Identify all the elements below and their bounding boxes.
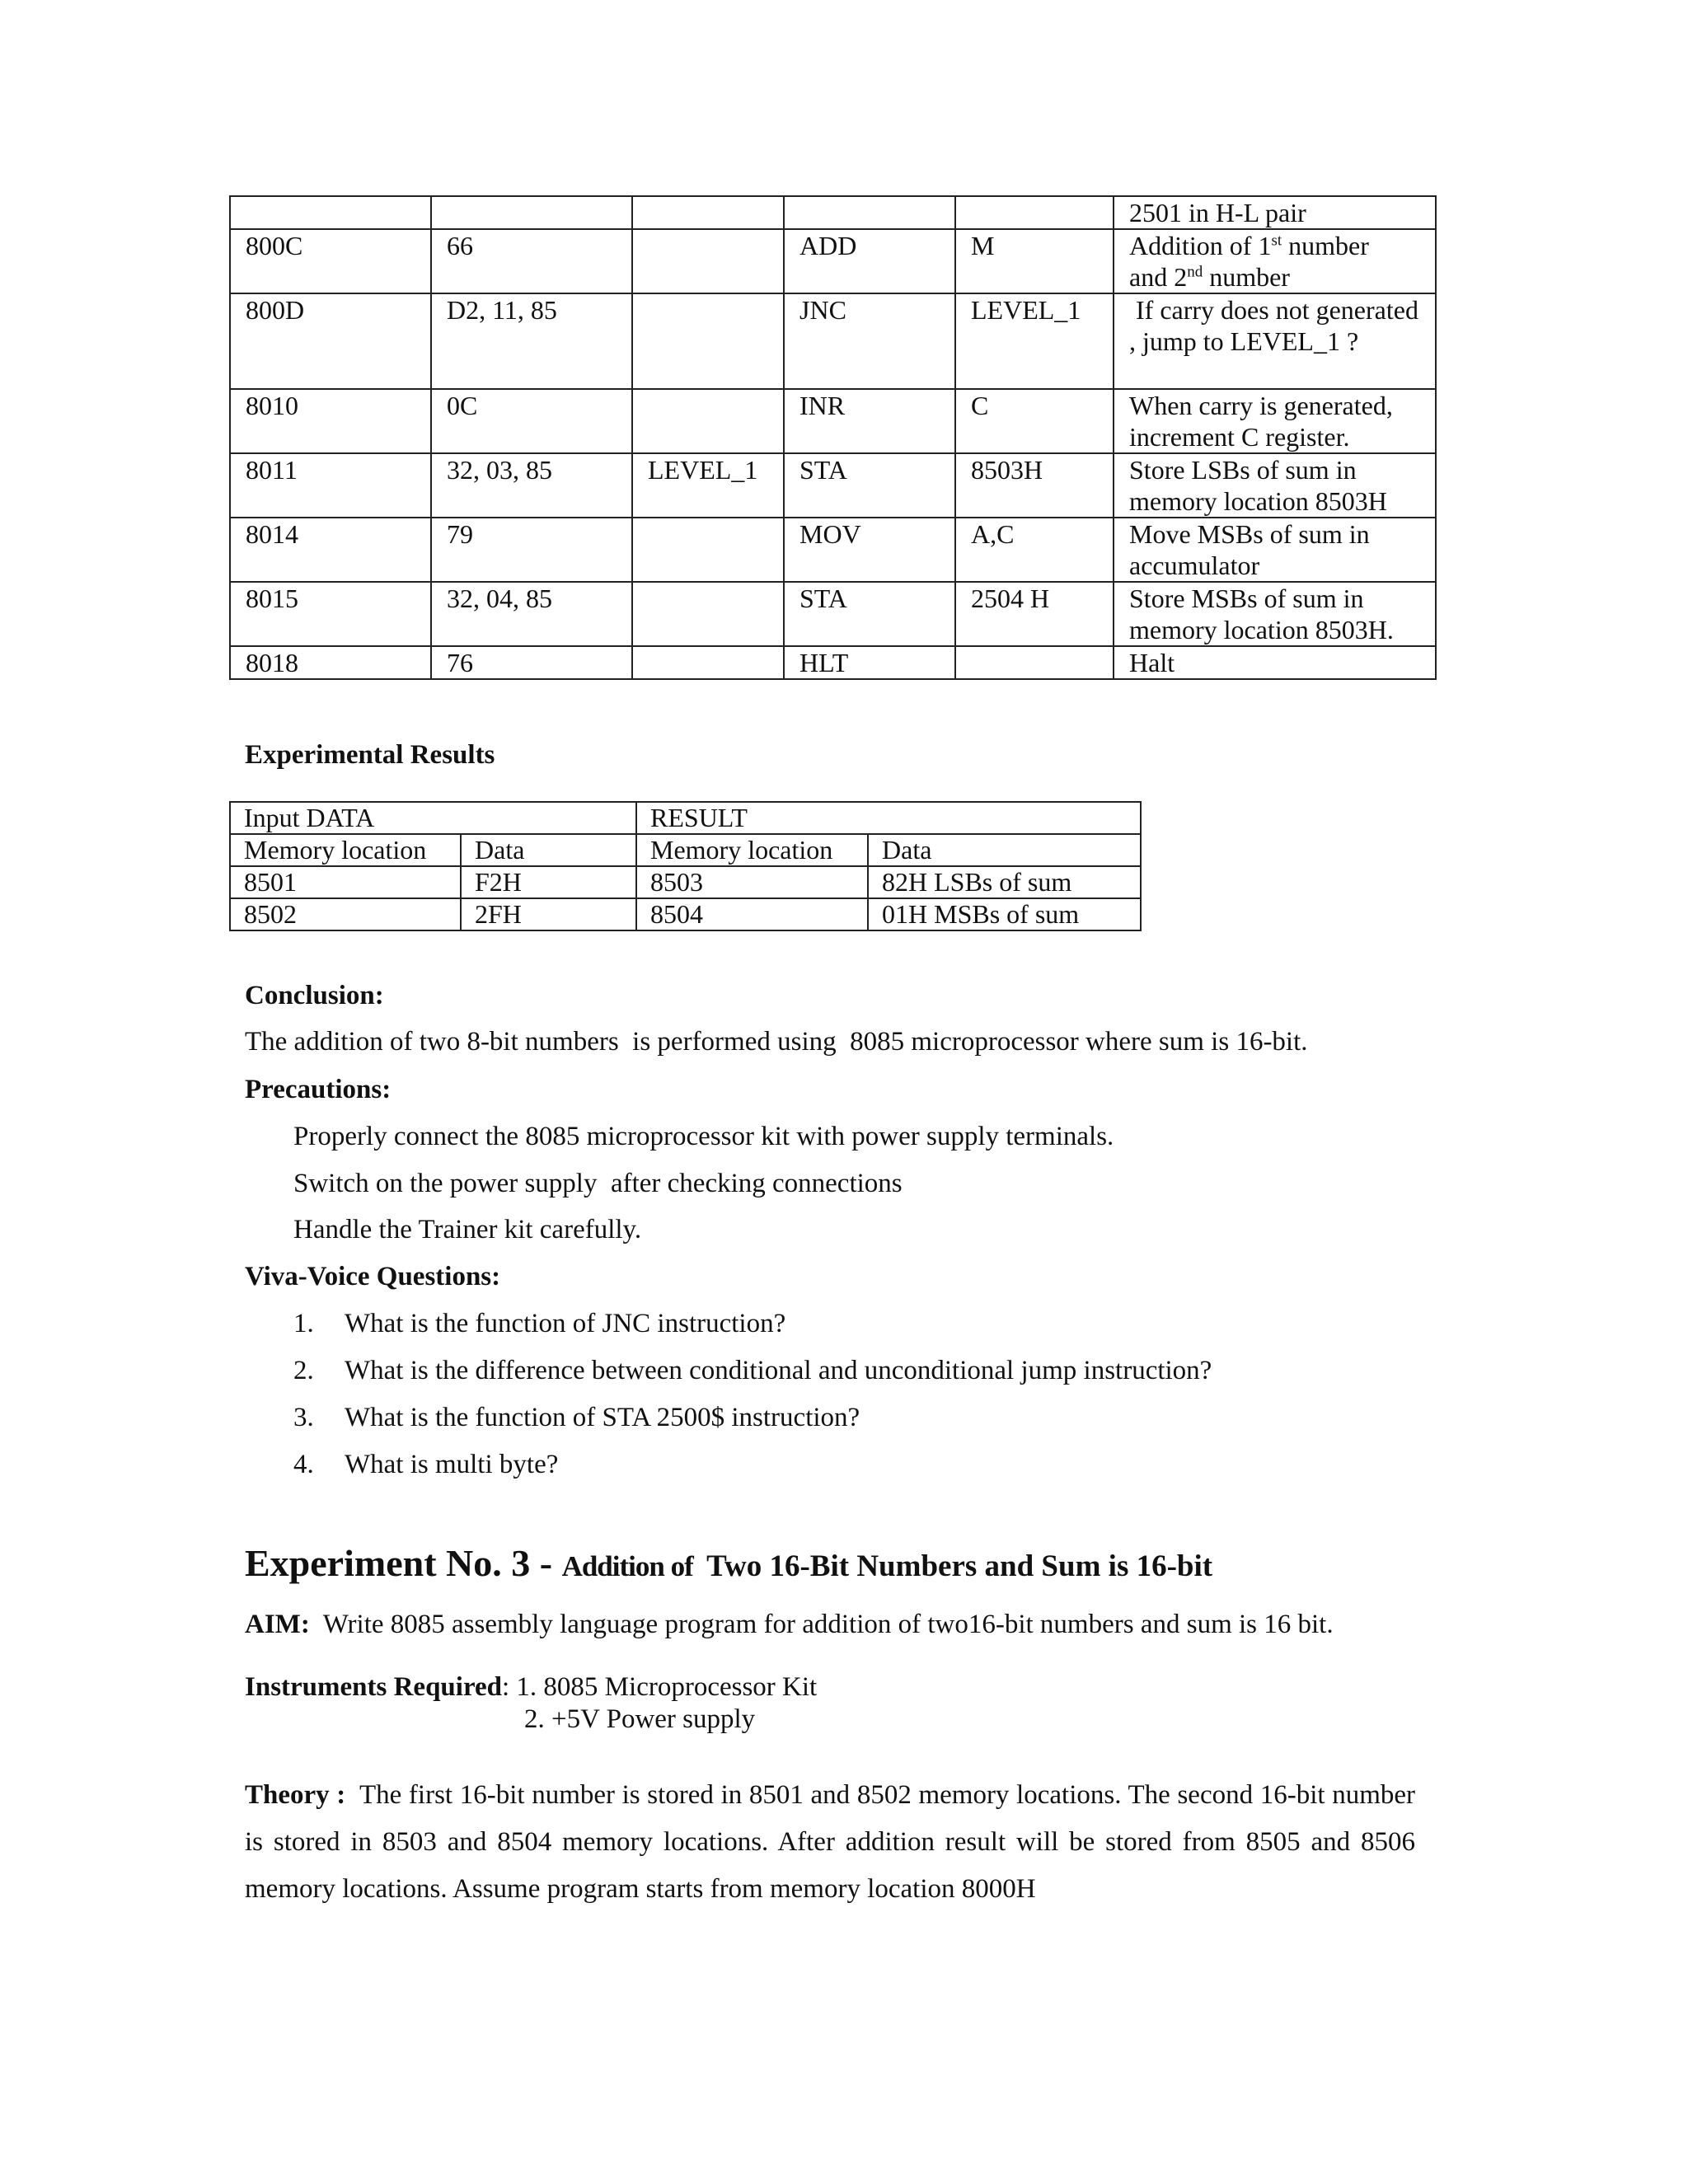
viva-question [293,1356,1212,1386]
result-header: RESULT [636,802,1141,834]
code-cell: 76 [431,646,632,679]
addr-cell: 8014 [230,518,431,582]
operand-cell [955,196,1114,229]
mnemonic-cell: ADD [784,229,955,293]
comment-part: Addition of 1 [1129,231,1272,260]
table-cell: 2FH [461,898,636,930]
comment-cell: If carry does not generated , jump to LEVEL_1 ? [1114,293,1436,389]
addr-cell: 8018 [230,646,431,679]
code-cell: 66 [431,229,632,293]
comment-cell: Store LSBs of sum in memory location 8503H [1114,453,1436,518]
comment-cell: Halt [1114,646,1436,679]
results-heading: Experimental Results [245,740,495,770]
question-number: 2. [293,1356,314,1385]
code-cell: 32, 03, 85 [431,453,632,518]
question-number: 3. [293,1403,314,1432]
operand-cell: LEVEL_1 [955,293,1114,389]
conclusion-text: The addition of two 8-bit numbers is performed using 8085 microprocessor where sum is 16-bit. [245,1027,1308,1057]
instrument-item: : 1. 8085 Microprocessor Kit [502,1672,818,1702]
theory-line: memory locations. Assume program starts from memory location 8000H [245,1874,1036,1904]
results-table [229,801,1142,931]
mnemonic-cell: STA [784,453,955,518]
code-cell [431,196,632,229]
question-text: What is the function of STA 2500$ instruction? [345,1403,860,1432]
table-row [230,229,1436,293]
precaution-item: Handle the Trainer kit carefully. [293,1215,642,1244]
code-cell: 79 [431,518,632,582]
experiment-title-sub: Two 16-Bit Numbers and Sum is 16-bit [699,1549,1213,1583]
experiment-title-sub: Addition of [561,1550,700,1582]
theory-text: The first 16-bit number is stored in 8501 and 8502 memory locations. The second 16-bit number [345,1780,1415,1810]
aim-text: Write 8085 assembly language program for addition of two16-bit numbers and sum is 16 bit. [309,1610,1334,1639]
viva-question [293,1450,558,1480]
question-text: What is multi byte? [345,1450,559,1479]
mnemonic-cell [784,196,955,229]
viva-question [293,1309,785,1339]
operand-cell: C [955,389,1114,453]
mnemonic-cell: MOV [784,518,955,582]
precaution-item: Switch on the power supply after checking connections [293,1169,903,1198]
table-cell: 01H MSBs of sum [868,898,1141,930]
question-number: 4. [293,1450,314,1479]
code-cell: D2, 11, 85 [431,293,632,389]
label-cell [632,229,784,293]
label-cell [632,196,784,229]
question-text: What is the difference between conditional and unconditional jump instruction? [345,1356,1212,1385]
operand-cell: M [955,229,1114,293]
viva-heading: Viva-Voice Questions: [245,1262,501,1291]
addr-cell: 8011 [230,453,431,518]
addr-cell: 800D [230,293,431,389]
table-row [230,293,1436,389]
comment-cell: When carry is generated, increment C register. [1114,389,1436,453]
question-number: 1. [293,1309,314,1338]
theory-line [245,1780,1415,1811]
label-cell: LEVEL_1 [632,453,784,518]
mnemonic-cell: HLT [784,646,955,679]
table-row [230,196,1436,229]
table-row [230,646,1436,679]
operand-cell: 8503H [955,453,1114,518]
comment-part: and 2 [1129,262,1188,292]
addr-cell [230,196,431,229]
theory-line: is stored in 8503 and 8504 memory locations. After addition result will be stored from 8505 and 8506 [245,1827,1415,1857]
table-row [230,834,1141,866]
comment-part: number [1282,231,1369,260]
table-row [230,389,1436,453]
experiment-title [245,1541,1212,1585]
precaution-item: Properly connect the 8085 microprocessor kit with power supply terminals. [293,1122,1114,1151]
table-row [230,453,1436,518]
table-cell: 8501 [230,866,461,898]
theory-label: Theory : [245,1780,346,1810]
table-cell: 8502 [230,898,461,930]
aim-line [245,1610,1334,1640]
table-cell: 8504 [636,898,868,930]
column-header: Data [868,834,1141,866]
label-cell [632,646,784,679]
table-cell: 82H LSBs of sum [868,866,1141,898]
instruments-line [245,1672,817,1703]
comment-cell: 2501 in H-L pair [1114,196,1436,229]
operand-cell: 2504 H [955,582,1114,646]
label-cell [632,389,784,453]
table-cell: 8503 [636,866,868,898]
conclusion-heading: Conclusion: [245,981,384,1010]
table-row [230,898,1141,930]
table-cell: F2H [461,866,636,898]
mnemonic-cell: STA [784,582,955,646]
addr-cell: 800C [230,229,431,293]
comment-cell: Store MSBs of sum in memory location 8503H. [1114,582,1436,646]
mnemonic-cell: INR [784,389,955,453]
operand-cell: A,C [955,518,1114,582]
program-table [229,195,1437,680]
label-cell [632,293,784,389]
comment-cell: Move MSBs of sum in accumulator [1114,518,1436,582]
viva-question [293,1403,860,1433]
label-cell [632,582,784,646]
table-row [230,518,1436,582]
addr-cell: 8015 [230,582,431,646]
operand-cell [955,646,1114,679]
addr-cell: 8010 [230,389,431,453]
question-text: What is the function of JNC instruction? [345,1309,786,1338]
aim-label: AIM: [245,1610,310,1639]
input-data-header: Input DATA [230,802,636,834]
comment-cell [1114,229,1436,293]
mnemonic-cell: JNC [784,293,955,389]
column-header: Data [461,834,636,866]
experiment-title-main: Experiment No. 3 - [245,1542,562,1584]
code-cell: 0C [431,389,632,453]
table-row [230,802,1141,834]
label-cell [632,518,784,582]
instrument-item: 2. +5V Power supply [524,1704,756,1734]
comment-part: number [1203,262,1290,292]
column-header: Memory location [636,834,868,866]
table-row [230,582,1436,646]
code-cell: 32, 04, 85 [431,582,632,646]
precautions-heading: Precautions: [245,1075,392,1104]
column-header: Memory location [230,834,461,866]
instruments-label: Instruments Required [245,1672,503,1702]
table-row [230,866,1141,898]
ordinal-superscript: nd [1187,263,1203,281]
ordinal-superscript: st [1271,232,1282,250]
